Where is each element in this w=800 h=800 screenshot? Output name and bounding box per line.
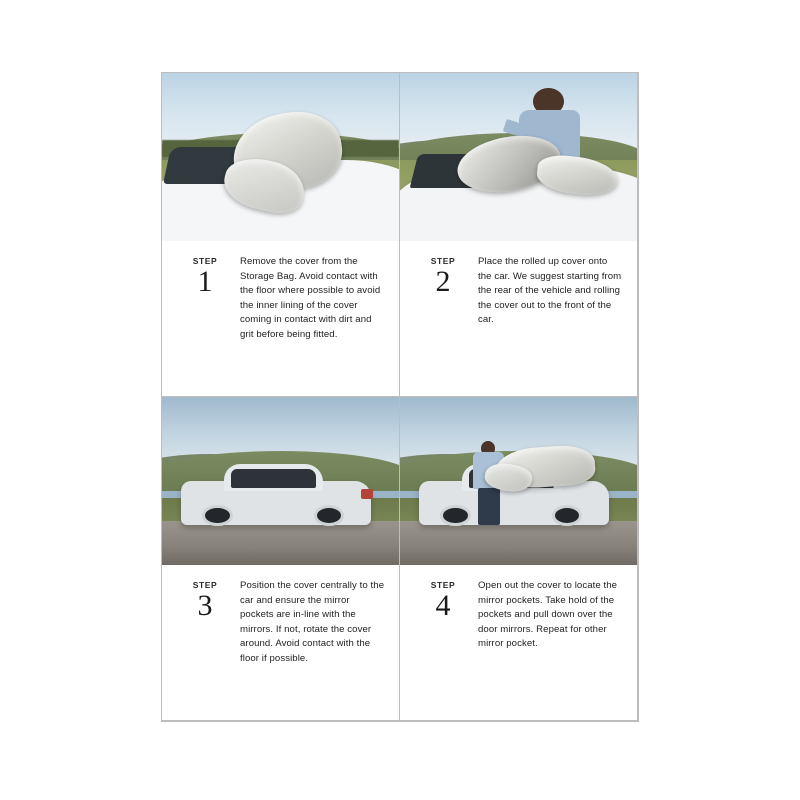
step-2-text: Place the rolled up cover onto the car. We suggest starting from the rear of the vehicle and rolling the cover out to the front of the car. [478, 256, 622, 326]
front-wheel [202, 505, 233, 527]
step-4-caption [400, 565, 637, 720]
step-card-4 [399, 396, 638, 721]
step-3-number: 3 [197, 589, 213, 622]
step-3-label: STEP [192, 580, 218, 590]
step-3-text: Position the cover centrally to the car and ensure the mirror pockets are in-line with the mirrors. If not, rotate the cover around. Avoid contact with the floor if possible. [240, 580, 385, 664]
instruction-grid [161, 72, 639, 722]
gravel-road [400, 521, 637, 565]
step-4-marker [414, 579, 472, 710]
step-1-text: Remove the cover from the Storage Bag. Avoid contact with the floor where possible to avoid the inner lining of the cover coming in contact with dirt and grit before being fitted. [240, 256, 381, 340]
step-card-1 [161, 72, 400, 397]
tail-light [361, 489, 373, 499]
step-1-marker [176, 255, 234, 386]
step-3-photo [162, 397, 399, 565]
step-3-marker [176, 579, 234, 710]
step-1-number: 1 [197, 265, 213, 298]
step-2-caption [400, 241, 637, 396]
step-1-photo [162, 73, 399, 241]
step-4-text: Open out the cover to locate the mirror pockets. Take hold of the pockets and pull down over the door mirrors. Repeat for other mirror pocket. [478, 580, 618, 650]
gravel-road [162, 521, 399, 565]
step-4-photo [400, 397, 637, 565]
step-2-label: STEP [430, 256, 456, 266]
side-windows [231, 469, 316, 487]
step-3-caption [162, 565, 399, 720]
step-4-label: STEP [430, 580, 456, 590]
step-card-2 [399, 72, 638, 397]
step-1-label: STEP [192, 256, 218, 266]
step-2-photo [400, 73, 637, 241]
step-2-marker [414, 255, 472, 386]
step-1-caption [162, 241, 399, 396]
person-legs [478, 488, 499, 525]
step-4-number: 4 [435, 589, 451, 622]
step-2-number: 2 [435, 265, 451, 298]
front-wheel [440, 505, 471, 527]
step-card-3 [161, 396, 400, 721]
